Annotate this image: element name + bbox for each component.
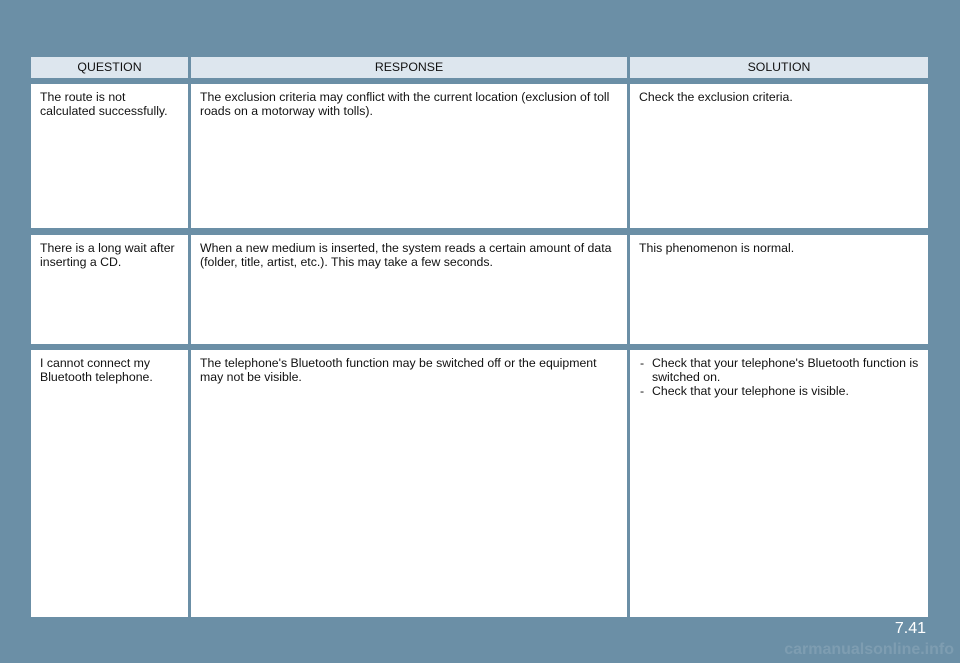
row-3-question: I cannot connect my Bluetooth telephone.	[31, 350, 188, 617]
watermark-text: carmanualsonline.info	[784, 641, 954, 658]
row-3-solution	[630, 350, 928, 617]
header-response: RESPONSE	[191, 57, 627, 78]
header-solution: SOLUTION	[630, 57, 928, 78]
row-1-question: The route is not calculated successfully.	[31, 84, 188, 228]
row-2-question: There is a long wait after inserting a CD.	[31, 235, 188, 344]
row-2-response: When a new medium is inserted, the system reads a certain amount of data (folder, title, artist, etc.). This may take a few seconds.	[191, 235, 627, 344]
solution-item: - Check that your telephone is visible.	[639, 384, 920, 398]
row-3-response: The telephone's Bluetooth function may be switched off or the equipment may not be visible.	[191, 350, 627, 617]
row-1-response: The exclusion criteria may conflict with the current location (exclusion of toll roads on a motorway with tolls).	[191, 84, 627, 228]
solution-list	[639, 356, 920, 398]
row-2-solution: This phenomenon is normal.	[630, 235, 928, 344]
solution-item: - Check that your telephone's Bluetooth function is switched on.	[639, 356, 920, 384]
row-1-solution: Check the exclusion criteria.	[630, 84, 928, 228]
header-question: QUESTION	[31, 57, 188, 78]
page-number: 7.41	[894, 620, 926, 637]
